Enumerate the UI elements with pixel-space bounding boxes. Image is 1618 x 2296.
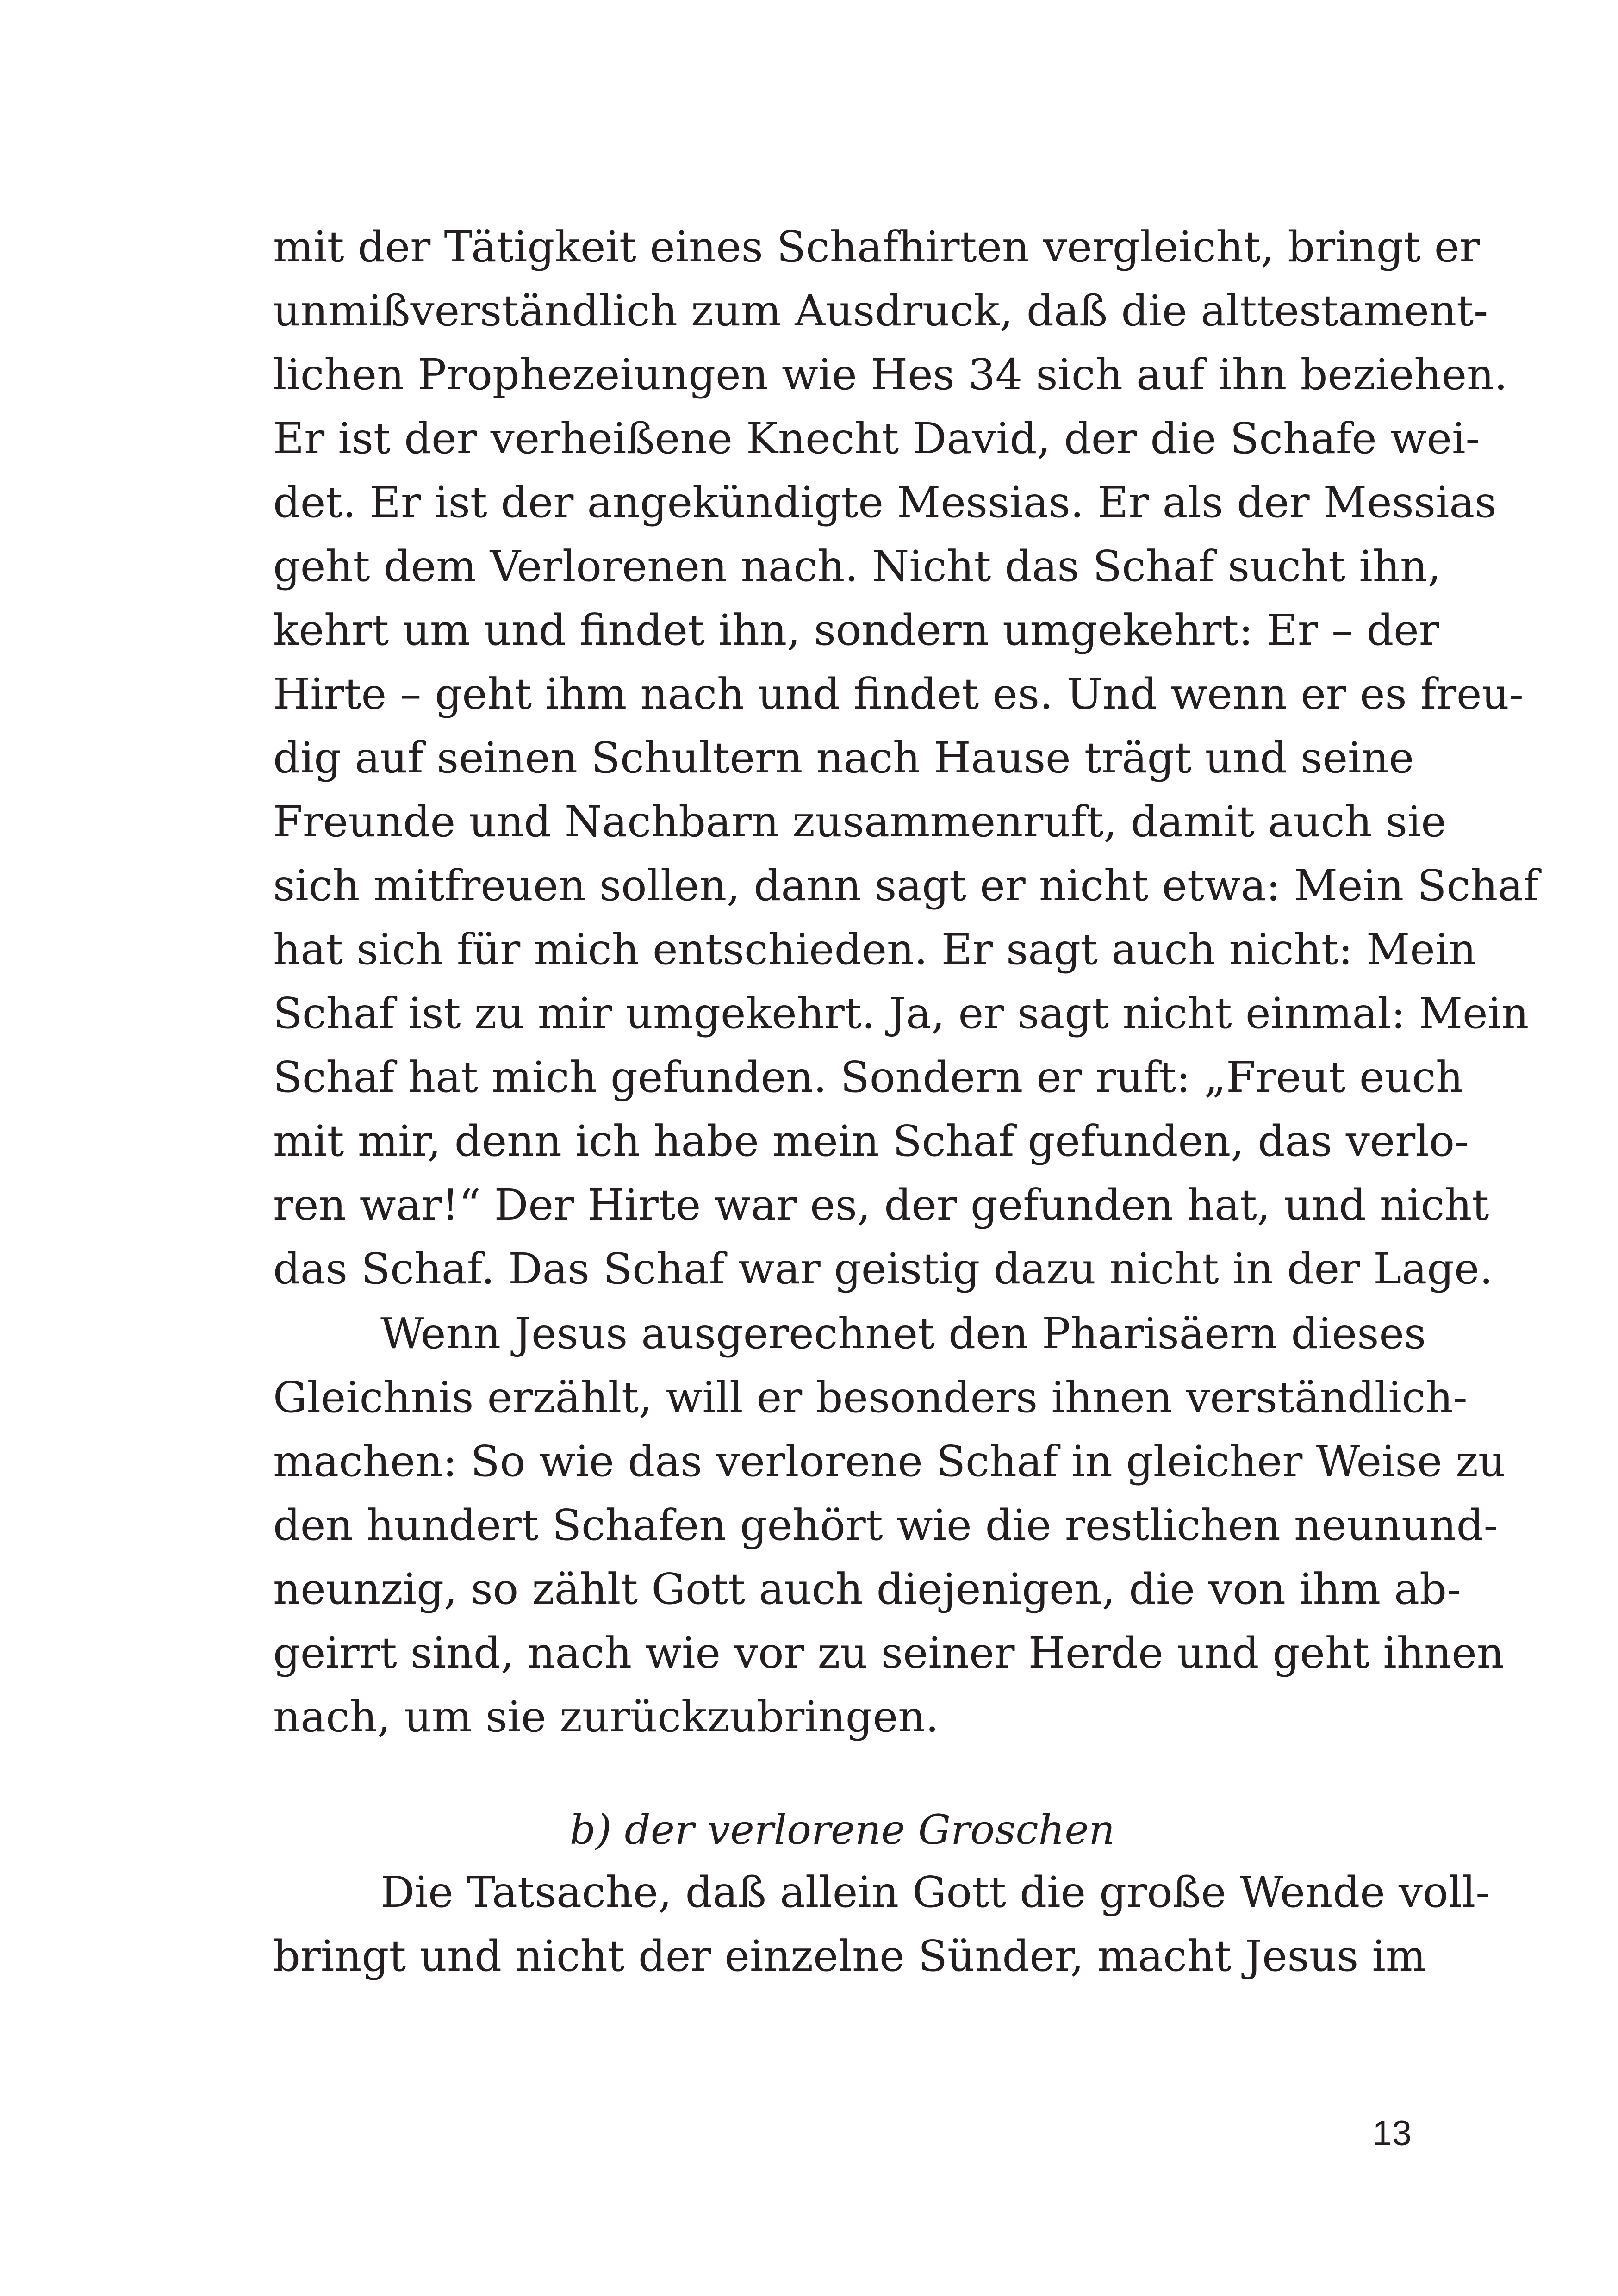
text-line: dig auf seinen Schultern nach Hause trägt und seine	[273, 733, 1414, 783]
text-line: geht dem Verlorenen nach. Nicht das Schaf sucht ihn,	[273, 541, 1441, 591]
text-line: Er ist der verheißene Knecht David, der die Schafe wei-	[273, 414, 1480, 463]
text-line: das Schaf. Das Schaf war geistig dazu nicht in der Lage.	[273, 1244, 1493, 1294]
text-line: machen: So wie das verlorene Schaf in gleicher Weise zu	[273, 1437, 1506, 1486]
text-line: Die Tatsache, daß allein Gott die große Wende voll-	[380, 1867, 1490, 1917]
text-line: mit mir, denn ich habe mein Schaf gefunden, das verlo-	[273, 1116, 1469, 1166]
text-line: geirrt sind, nach wie vor zu seiner Herde und geht ihnen	[273, 1628, 1505, 1678]
text-line: kehrt um und findet ihn, sondern umgekehrt: Er – der	[273, 605, 1439, 655]
text-line: Wenn Jesus ausgerechnet den Pharisäern dieses	[380, 1309, 1426, 1358]
page-number: 13	[1372, 2114, 1412, 2153]
text-line: Hirte – geht ihm nach und findet es. Und wenn er es freu-	[273, 669, 1524, 719]
text-line: neunzig, so zählt Gott auch diejenigen, die von ihm ab-	[273, 1564, 1462, 1614]
text-line: ren war!“ Der Hirte war es, der gefunden hat, und nicht	[273, 1180, 1489, 1230]
text-line: mit der Tätigkeit eines Schafhirten vergleicht, bringt er	[273, 222, 1480, 272]
text-line: den hundert Schafen gehört wie die restlichen neunund-	[273, 1500, 1498, 1550]
text-line: unmißverständlich zum Ausdruck, daß die alttestament-	[273, 286, 1488, 336]
text-line: Freunde und Nachbarn zusammenruft, damit auch sie	[273, 797, 1446, 846]
text-line: Gleichnis erzählt, will er besonders ihnen verständlich-	[273, 1373, 1468, 1422]
text-line: Schaf ist zu mir umgekehrt. Ja, er sagt nicht einmal: Mein	[273, 989, 1529, 1038]
section-heading: b) der verlorene Groschen	[569, 1806, 1115, 1854]
text-line: det. Er ist der angekündigte Messias. Er als der Messias	[273, 478, 1497, 527]
text-line: sich mitfreuen sollen, dann sagt er nicht etwa: Mein Schaf	[273, 861, 1539, 910]
text-line: lichen Prophezeiungen wie Hes 34 sich auf ihn beziehen.	[273, 350, 1508, 399]
text-line: hat sich für mich entschieden. Er sagt auch nicht: Mein	[273, 925, 1476, 974]
text-line: bringt und nicht der einzelne Sünder, macht Jesus im	[273, 1931, 1426, 1981]
text-line: nach, um sie zurückzubringen.	[273, 1692, 939, 1742]
text-line: Schaf hat mich gefunden. Sondern er ruft: „Freut euch	[273, 1052, 1463, 1102]
